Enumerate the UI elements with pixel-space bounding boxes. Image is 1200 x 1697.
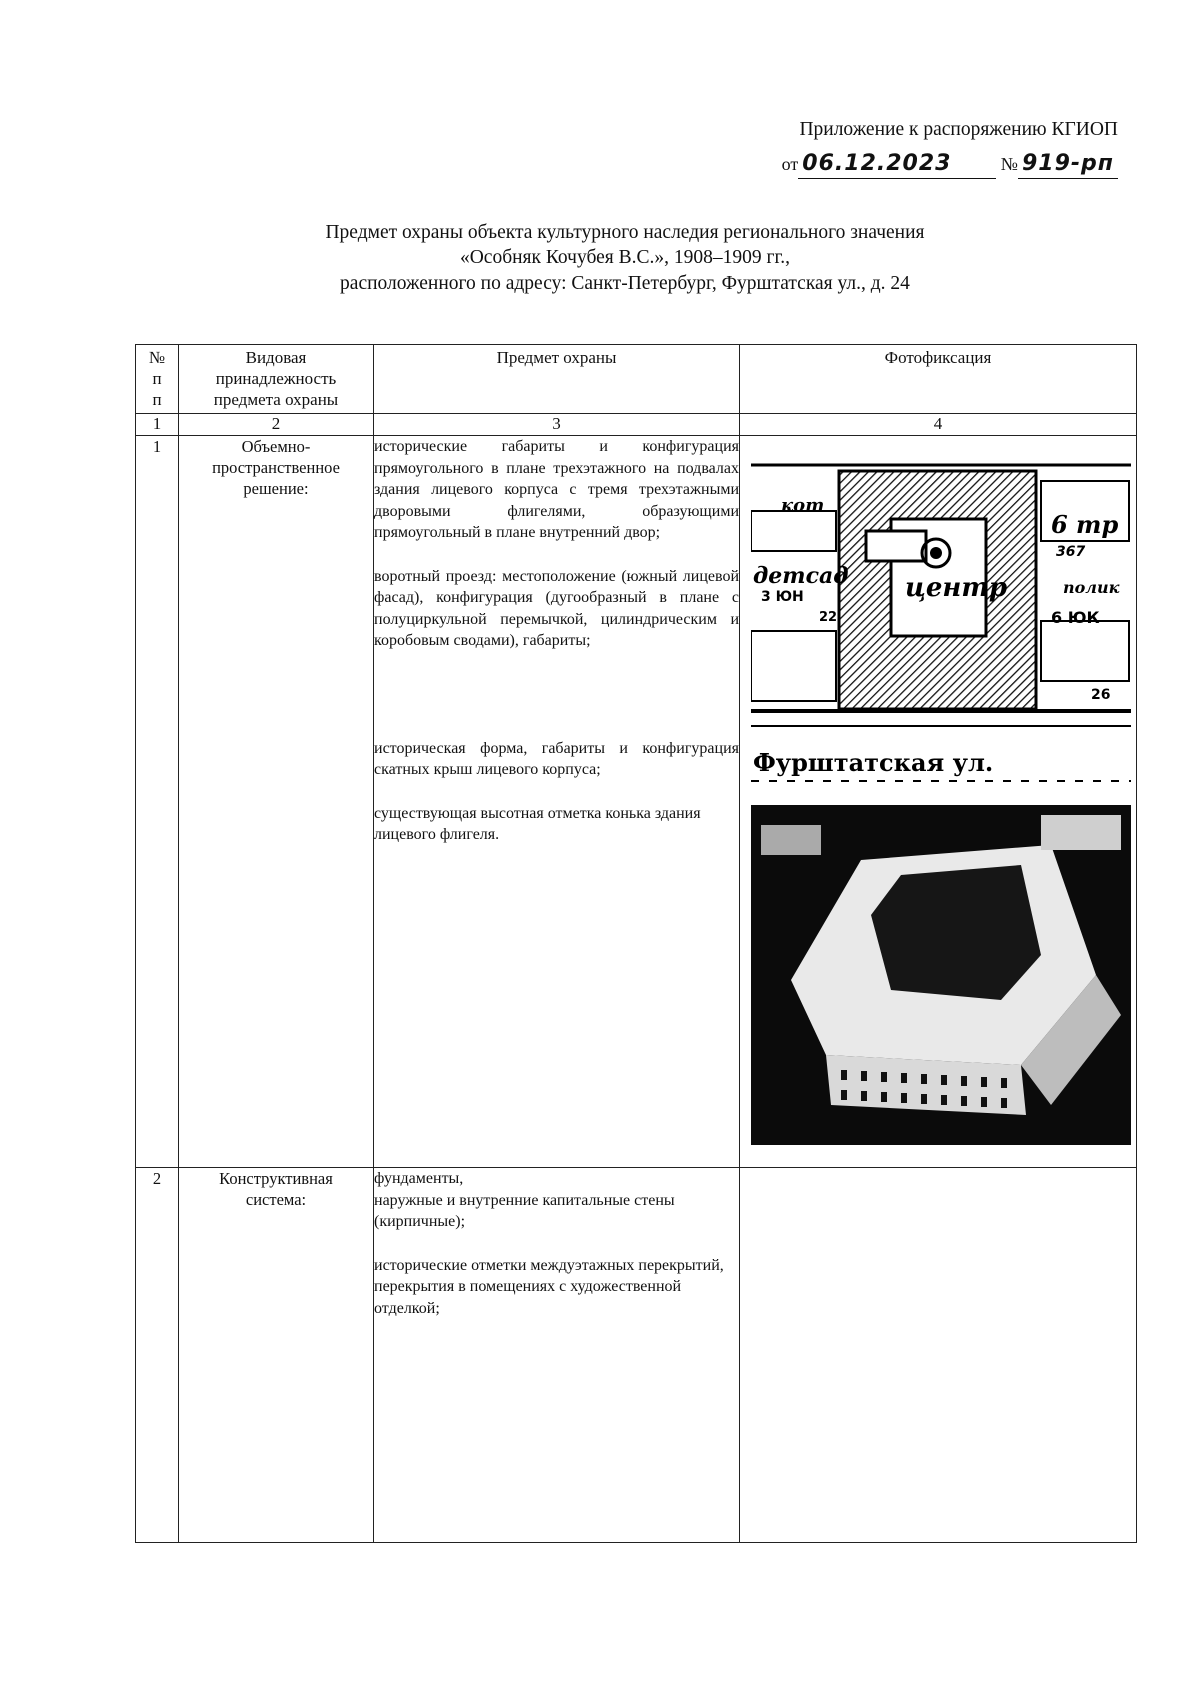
row-number: 1: [136, 436, 179, 1168]
header-photo: Фотофиксация: [740, 345, 1137, 414]
map-label-floors: 3 ЮН: [761, 589, 804, 605]
map-label-polyclinic: полик: [1063, 578, 1120, 597]
map-label-6tr: 6 тр: [1051, 510, 1119, 539]
map-label-22: 22: [819, 610, 838, 625]
title-line-2: «Особняк Кочубея В.С.», 1908–1909 гг.,: [459, 247, 791, 269]
title-line-3: расположенного по адресу: Санкт-Петербург, Фурштатская ул., д. 24: [340, 272, 910, 294]
document-title: [250, 220, 1000, 296]
col-number: 3: [374, 414, 740, 436]
row-kind: Объемно- пространственное решение:: [179, 436, 374, 1168]
row-photos-empty: [740, 1168, 1137, 1543]
order-date: 06.12.2023: [802, 151, 952, 177]
col-number: 1: [136, 414, 179, 436]
courtyard-block: [866, 531, 926, 561]
order-date-number: [782, 150, 1118, 179]
subject-paragraph: историческая форма, габариты и конфигурация скатных крыш лицевого корпуса;: [374, 739, 739, 778]
subject-paragraph: наружные и внутренние капитальные стены (кирпичные);: [374, 1191, 675, 1230]
courtyard: [871, 865, 1041, 1000]
protection-subject-table: [135, 344, 1137, 1543]
table-header-row: [136, 345, 1137, 414]
title-line-1: Предмет охраны объекта культурного наследия регионального значения: [325, 222, 925, 243]
map-label-367: 367: [1056, 544, 1086, 560]
subject-paragraph: существующая высотная отметка конька здания лицевого флигеля.: [374, 804, 701, 843]
row-subject: [374, 1168, 740, 1543]
header-kind: Видовая принадлежность предмета охраны: [179, 345, 374, 414]
map-label-kot: кот: [781, 495, 825, 516]
map-label-26: 26: [1091, 687, 1111, 703]
map-label-center: центр: [904, 573, 1008, 603]
row-subject: [374, 436, 740, 1168]
col-number: 2: [179, 414, 374, 436]
aerial-photo: [751, 805, 1131, 1145]
subject-paragraph: исторические отметки междуэтажных перекрытий, перекрытия в помещениях с художественной отделкой;: [374, 1256, 724, 1317]
header-subject: Предмет охраны: [374, 345, 740, 414]
subject-paragraph: исторические габариты и конфигурация прямоугольного в плане трехэтажного на подвалах здания лицевого корпуса с тремя трехэтажными дворовыми флигелями, образующими прямоугольный в плане внутренний двор;: [374, 438, 739, 541]
site-plan-map: [751, 461, 1131, 791]
appendix-title: Приложение к распоряжению КГИОП: [799, 119, 1118, 140]
number-prefix: №: [1000, 154, 1018, 175]
subject-paragraph: воротный проезд: местоположение (южный лицевой фасад), конфигурация (дугообразный в плане с полуциркульной перемычкой, цилиндрическим и коробовым сводами), габариты;: [374, 567, 739, 649]
order-number: 919-рп: [1021, 151, 1114, 177]
map-label-street: Фурштатская ул.: [753, 748, 994, 777]
header-num: № п п: [136, 345, 179, 414]
column-number-row: [136, 414, 1137, 436]
row-kind: Конструктивная система:: [179, 1168, 374, 1543]
map-label-kindergarten: детсад: [753, 563, 849, 589]
table-row: [136, 436, 1137, 1168]
appendix-header: [782, 118, 1118, 179]
subject-paragraph: фундаменты,: [374, 1170, 464, 1187]
row-photos: [740, 436, 1137, 1168]
col-number: 4: [740, 414, 1137, 436]
date-prefix: от: [781, 154, 799, 175]
row-number: 2: [136, 1168, 179, 1543]
map-label-6yk: 6 ЮК: [1051, 608, 1100, 627]
table-row: [136, 1168, 1137, 1543]
